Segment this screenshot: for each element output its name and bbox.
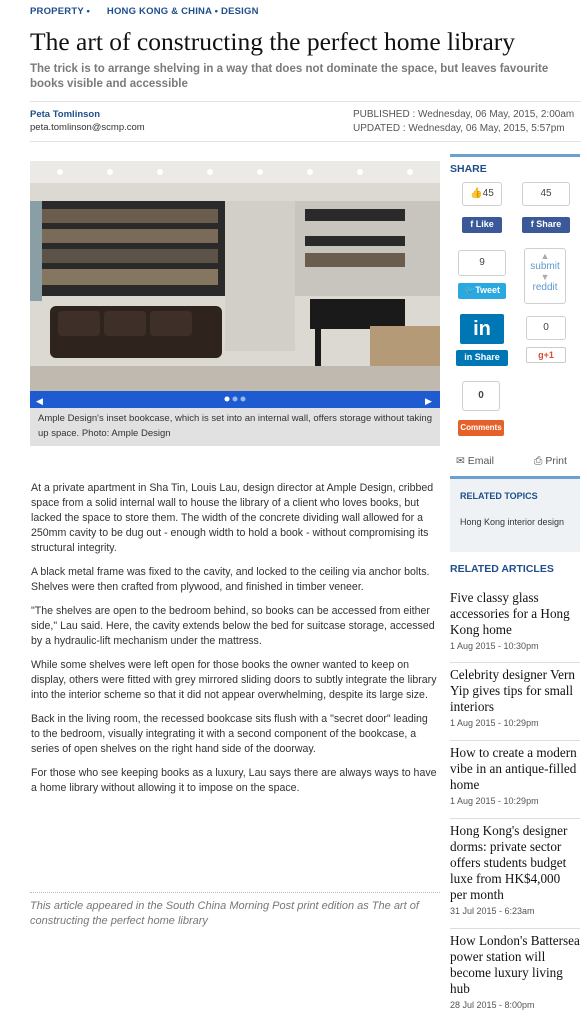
article-paragraph: Back in the living room, the recessed bookcase sits flush with a "secret door" leading to the bedroom, visually integrating it with a second component of the bookcase, a series of open shelves on the right hand side of the doorway. (31, 713, 428, 755)
related-topics-heading: RELATED TOPICS (460, 491, 538, 501)
author-name-link[interactable]: Peta Tomlinson (30, 109, 101, 120)
related-article-date: 28 Jul 2015 - 8:00pm (450, 1000, 535, 1010)
linkedin-share-label: Share (474, 352, 500, 362)
tweet-count: 9 (458, 250, 506, 276)
printer-icon: ⎙ (534, 455, 546, 467)
tweet-label: Tweet (475, 285, 501, 295)
reddit-submit-button[interactable] (524, 248, 566, 304)
gplus-button[interactable]: g+1 (526, 347, 566, 363)
facebook-icon: f (530, 219, 537, 229)
updated-date: UPDATED : Wednesday, 06 May, 2015, 5:57pm (353, 123, 565, 134)
article-paragraph: At a private apartment in Sha Tin, Louis Lau, design director at Ample Design, cribbed space from a solid internal wall to house the library of a client who loves books, but lacked the space to store them. The width of the concrete dividing wall allowed for a 250mm cavity to be dug out - enough width to hold a book - without compromising its structural integrity. (31, 482, 434, 554)
facebook-like-button[interactable] (462, 217, 502, 233)
related-article[interactable] (450, 662, 580, 728)
reddit-submit-label: submit (530, 261, 560, 272)
print-edition-note: This article appeared in the South China Morning Post print edition as The art of constructing the perfect home library (30, 892, 440, 929)
related-article[interactable] (450, 928, 580, 1010)
facebook-icon: f (470, 219, 476, 229)
related-article-date: 31 Jul 2015 - 6:23am (450, 906, 535, 916)
article-paragraph: For those who see keeping books as a luxury, Lau says there are always ways to have a home library without allowing it to impose on the space. (31, 767, 437, 794)
related-articles-heading: RELATED ARTICLES (450, 563, 554, 575)
article-paragraph: While some shelves were left open for those books the owner wanted to keep on display, others were fitted with grey mirrored sliding doors to subtly integrate the library into the interior scheme so that it did not appear overwhelming, despite its large size. (31, 659, 437, 701)
slideshow-next-icon[interactable]: ▶ (425, 397, 432, 407)
article-paragraph: "The shelves are open to the bedroom behind, so books can be accessed from either side," Lau said. Here, the cavity extends below the bed for suitcase storage, accessed by a hydraulic-lift mechanism under the mattress. (31, 605, 435, 647)
slideshow-prev-icon[interactable]: ◀ (36, 397, 43, 407)
fb-share-label: Share (536, 219, 562, 229)
thumbs-up-icon: 👍 (470, 188, 483, 199)
hero-image[interactable] (30, 161, 440, 408)
email-label: Email (467, 455, 494, 467)
related-article-title[interactable]: Five classy glass accessories for a Hong Kong home (450, 590, 570, 637)
related-article-title[interactable]: How London's Battersea power station will become luxury living hub (450, 933, 580, 996)
comments-button[interactable]: Comments (458, 420, 504, 436)
print-label: Print (545, 455, 567, 467)
envelope-icon: ✉ (456, 455, 468, 467)
hero-image-illustration (30, 161, 440, 408)
related-article[interactable] (450, 818, 580, 916)
article-paragraph: A black metal frame was fixed to the cavity, and locked to the ceiling via anchor bolts. Shelves were then crafted from plywood, and finished in timber veneer. (31, 566, 430, 593)
related-article-date: 1 Aug 2015 - 10:30pm (450, 641, 539, 651)
breadcrumb-property-link[interactable]: PROPERTY • (30, 6, 91, 17)
reddit-label: reddit (532, 282, 558, 293)
divider (30, 101, 581, 102)
linkedin-share-button[interactable] (456, 350, 508, 366)
breadcrumb-hk-design-link[interactable]: HONG KONG & CHINA • DESIGN (106, 6, 259, 17)
print-link[interactable] (534, 455, 567, 468)
share-heading: SHARE (450, 154, 580, 175)
related-article[interactable] (450, 740, 580, 806)
author-block (30, 109, 145, 133)
facebook-share-button[interactable] (522, 217, 570, 233)
published-date: PUBLISHED : Wednesday, 06 May, 2015, 2:00am (353, 109, 575, 120)
related-topic-link[interactable]: Hong Kong interior design (460, 517, 565, 527)
article-dates (353, 108, 581, 136)
email-link[interactable] (456, 455, 494, 467)
linkedin-icon: in (464, 352, 475, 362)
comments-count: 0 (462, 381, 500, 411)
gplus-count: 0 (526, 316, 566, 340)
fb-like-label: Like (475, 219, 494, 229)
related-article-date: 1 Aug 2015 - 10:29pm (450, 718, 539, 728)
related-article-title[interactable]: How to create a modern vibe in an antique-filled home (450, 745, 577, 792)
related-article[interactable] (450, 586, 580, 651)
author-email-link[interactable]: peta.tomlinson@scmp.com (30, 122, 145, 133)
twitter-bird-icon: 🐦 (463, 285, 476, 295)
article-subtitle: The trick is to arrange shelving in a way that does not dominate the space, but leaves favourite books visible and accessible (30, 63, 549, 90)
linkedin-logo-icon: in (460, 314, 504, 344)
tweet-button[interactable] (458, 283, 506, 299)
fb-share-count: 45 (522, 182, 570, 206)
article-body (31, 481, 439, 805)
breadcrumb (30, 6, 273, 17)
related-topics-box (450, 476, 580, 552)
fb-like-counter (462, 182, 502, 206)
related-article-title[interactable]: Hong Kong's designer dorms: private sector offers students budget luxe from HK$4,000 per month (450, 823, 568, 902)
reddit-upvote-icon: ▲ (540, 251, 550, 261)
image-caption: Ample Design's inset bookcase, which is set into an internal wall, offers storage without taking up space. Photo: Ample Design (30, 408, 440, 446)
divider (30, 141, 581, 142)
fb-like-count: 45 (482, 188, 494, 199)
article-title: The art of constructing the perfect home library (30, 27, 516, 56)
related-article-date: 1 Aug 2015 - 10:29pm (450, 796, 539, 806)
reddit-downvote-icon: ▼ (540, 272, 550, 282)
related-article-title[interactable]: Celebrity designer Vern Yip gives tips for small interiors (450, 667, 576, 714)
